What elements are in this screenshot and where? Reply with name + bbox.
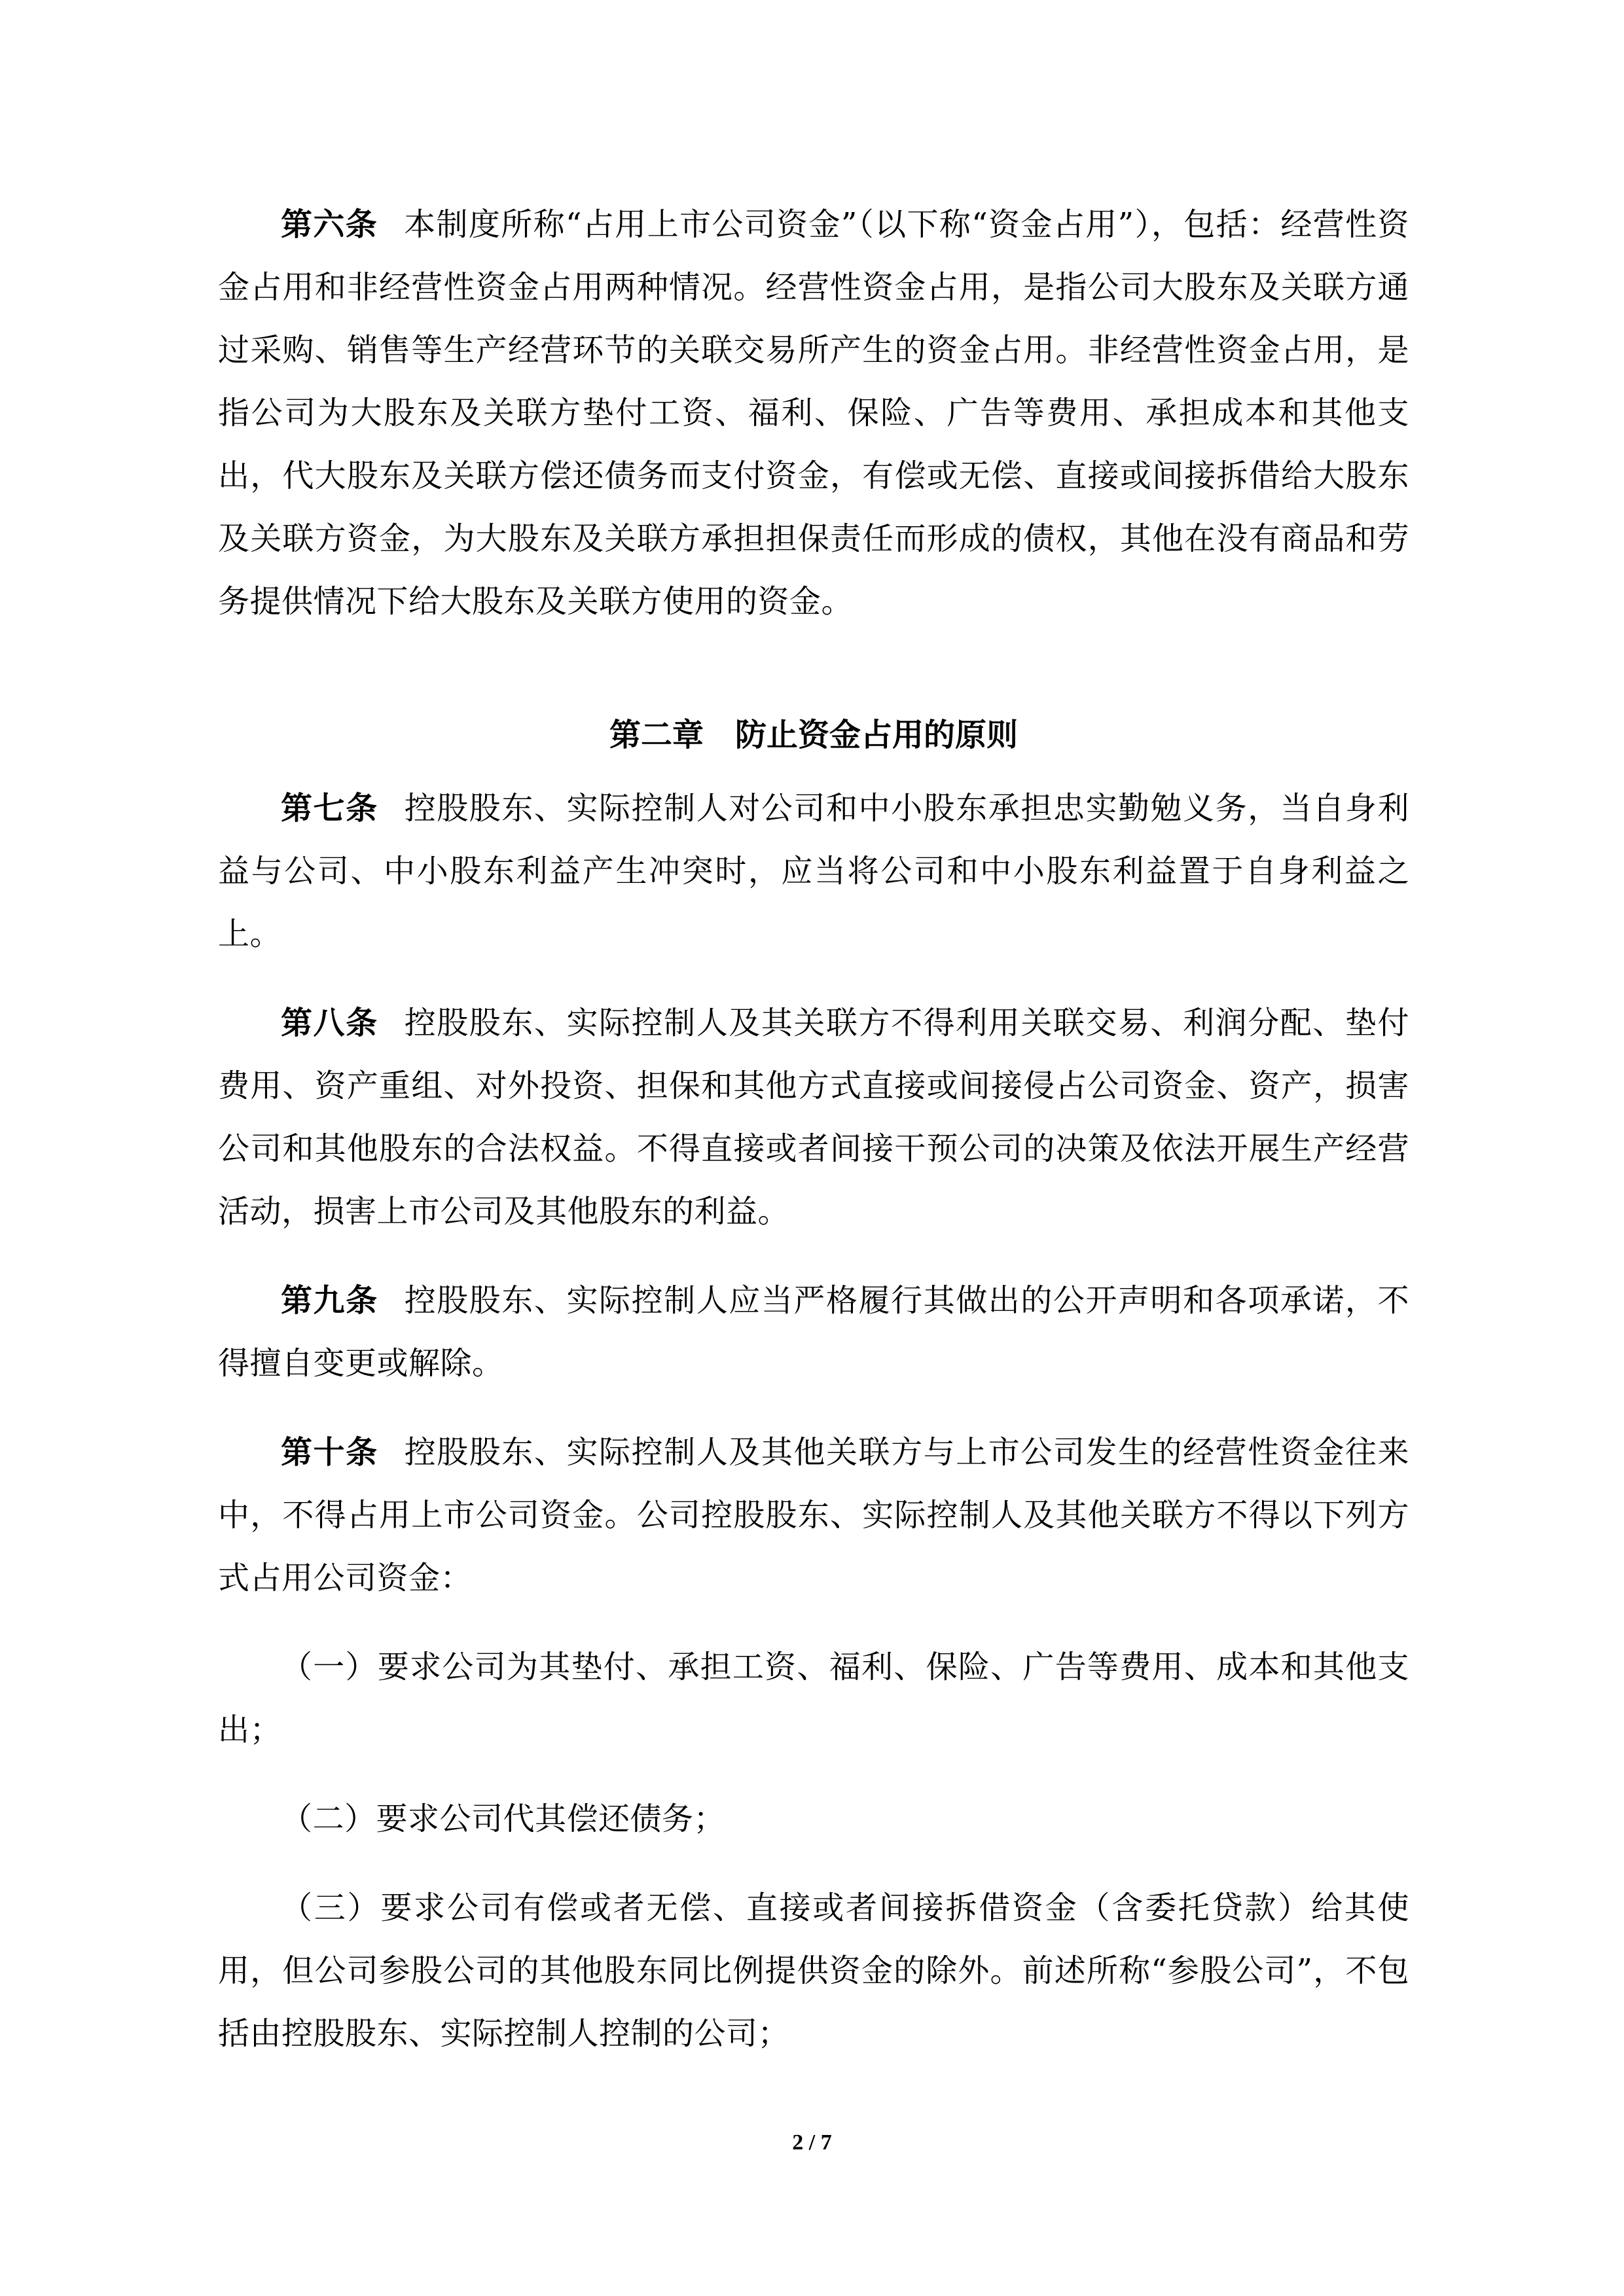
article-10-text: 控股股东、实际控制人及其他关联方与上市公司发生的经营性资金往来中，不得占用上市公司资金。公司控股股东、实际控制人及其他关联方不得以下列方式占用公司资金： bbox=[218, 1434, 1409, 1596]
article-6-number: 第六条 bbox=[281, 206, 378, 243]
article-7-text: 控股股东、实际控制人对公司和中小股东承担忠实勤勉义务，当自身利益与公司、中小股东利益产生冲突时，应当将公司和中小股东利益置于自身利益之上。 bbox=[218, 790, 1409, 952]
article-9-number: 第九条 bbox=[281, 1282, 378, 1319]
article-9 bbox=[218, 1269, 1409, 1395]
document-body bbox=[218, 193, 1409, 2091]
article-8-number: 第八条 bbox=[281, 1005, 378, 1041]
article-10 bbox=[218, 1421, 1409, 1609]
list-item: （三）要求公司有偿或者无偿、直接或者间接拆借资金（含委托贷款）给其使用，但公司参股公司的其他股东同比例提供资金的除外。前述所称“参股公司”，不包括由控股股东、实际控制人控制的公司； bbox=[218, 1890, 1409, 2052]
list-item: （一）要求公司为其垫付、承担工资、福利、保险、广告等费用、成本和其他支出； bbox=[218, 1649, 1409, 1748]
article-8 bbox=[218, 992, 1409, 1243]
chapter-2-title: 防止资金占用的原则 bbox=[735, 717, 1019, 753]
article-6 bbox=[218, 193, 1409, 633]
page-number: 2 / 7 bbox=[792, 2130, 832, 2155]
chapter-2-heading bbox=[218, 704, 1409, 766]
list-item: （二）要求公司代其偿还债务； bbox=[281, 1801, 726, 1837]
article-6-text: 本制度所称“占用上市公司资金”（以下称“资金占用”），包括：经营性资金占用和非经营性资金占用两种情况。经营性资金占用，是指公司大股东及关联方通过采购、销售等生产经营环节的关联交易所产生的资金占用。非经营性资金占用，是指公司为大股东及关联方垫付工资、福利、保险、广告等费用、承担成本和其他支出，代大股东及关联方偿还债务而支付资金，有偿或无偿、直接或间接拆借给大股东及关联方资金，为大股东及关联方承担担保责任而形成的债权，其他在没有商品和劳务提供情况下给大股东及关联方使用的资金。 bbox=[218, 206, 1409, 620]
article-10-number: 第十条 bbox=[281, 1434, 378, 1471]
chapter-2-number: 第二章 bbox=[609, 717, 704, 753]
article-9-text: 控股股东、实际控制人应当严格履行其做出的公开声明和各项承诺，不得擅自变更或解除。 bbox=[218, 1282, 1409, 1382]
article-8-text: 控股股东、实际控制人及其关联方不得利用关联交易、利润分配、垫付费用、资产重组、对外投资、担保和其他方式直接或间接侵占公司资金、资产，损害公司和其他股东的合法权益。不得直接或者间接干预公司的决策及依法开展生产经营活动，损害上市公司及其他股东的利益。 bbox=[218, 1005, 1409, 1230]
article-7 bbox=[218, 777, 1409, 965]
article-7-number: 第七条 bbox=[281, 790, 378, 827]
